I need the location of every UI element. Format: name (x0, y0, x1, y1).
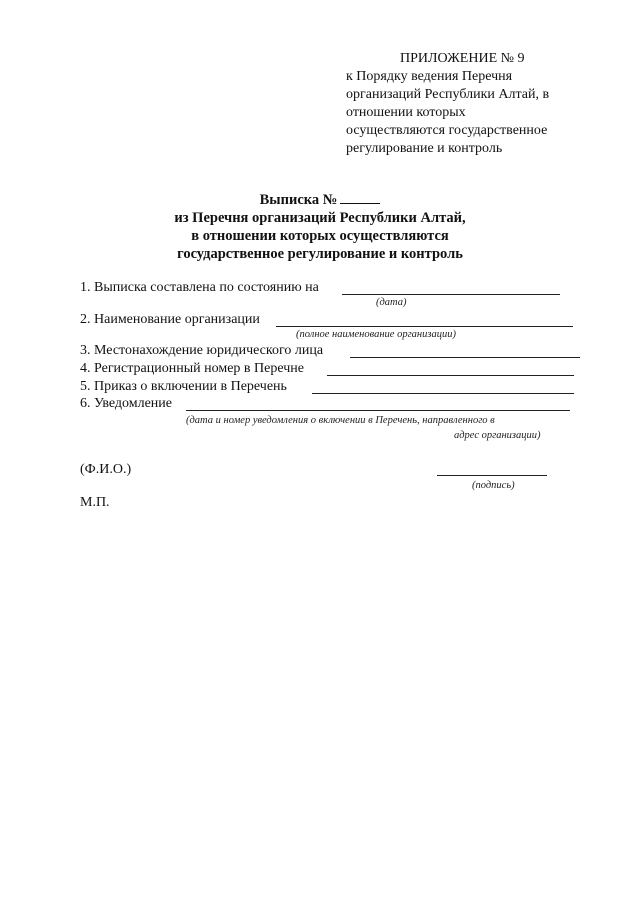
field-org-name-label: 2. Наименование организации (80, 312, 260, 327)
field-notice-hint: адрес организации) (454, 430, 541, 441)
appendix-line: к Порядку ведения Перечня (346, 69, 513, 84)
document-title (0, 190, 640, 263)
stamp-label: М.П. (80, 495, 110, 510)
field-order-line[interactable] (312, 393, 574, 394)
document-title-line: в отношении которых осуществляются (191, 228, 449, 244)
field-notice-line[interactable] (186, 410, 570, 411)
signature-line[interactable] (437, 475, 547, 476)
field-address-line[interactable] (350, 357, 580, 358)
field-reg-number-label: 4. Регистрационный номер в Перечне (80, 361, 304, 376)
field-order-label: 5. Приказ о включении в Перечень (80, 379, 287, 394)
appendix-line: регулирование и контроль (346, 141, 503, 156)
field-date-label: 1. Выписка составлена по состоянию на (80, 280, 319, 295)
appendix-line: отношении которых (346, 105, 466, 120)
field-notice-label: 6. Уведомление (80, 396, 173, 411)
field-reg-number-line[interactable] (327, 375, 574, 376)
extract-number-blank (340, 190, 380, 204)
field-address-label: 3. Местонахождение юридического лица (80, 343, 324, 358)
fio-label: (Ф.И.О.) (80, 462, 132, 477)
appendix-line: осуществляются государственное (346, 123, 548, 138)
extract-number-label: Выписка № (259, 192, 338, 208)
signature-hint: (подпись) (472, 480, 515, 491)
document-title-line1 (0, 190, 640, 209)
document-title-line: государственное регулирование и контроль (177, 246, 463, 262)
appendix-block (346, 50, 596, 158)
appendix-line: организаций Республики Алтай, в (346, 87, 550, 102)
field-org-name-line[interactable] (276, 326, 573, 327)
field-notice-hint: (дата и номер уведомления о включении в Перечень, направленного в (186, 415, 495, 426)
field-date-hint: (дата) (376, 297, 407, 308)
document-title-line: из Перечня организаций Республики Алтай, (174, 210, 466, 226)
appendix-title: ПРИЛОЖЕНИЕ № 9 (400, 51, 525, 66)
field-date-line[interactable] (342, 294, 560, 295)
field-org-name-hint: (полное наименование организации) (296, 329, 456, 340)
